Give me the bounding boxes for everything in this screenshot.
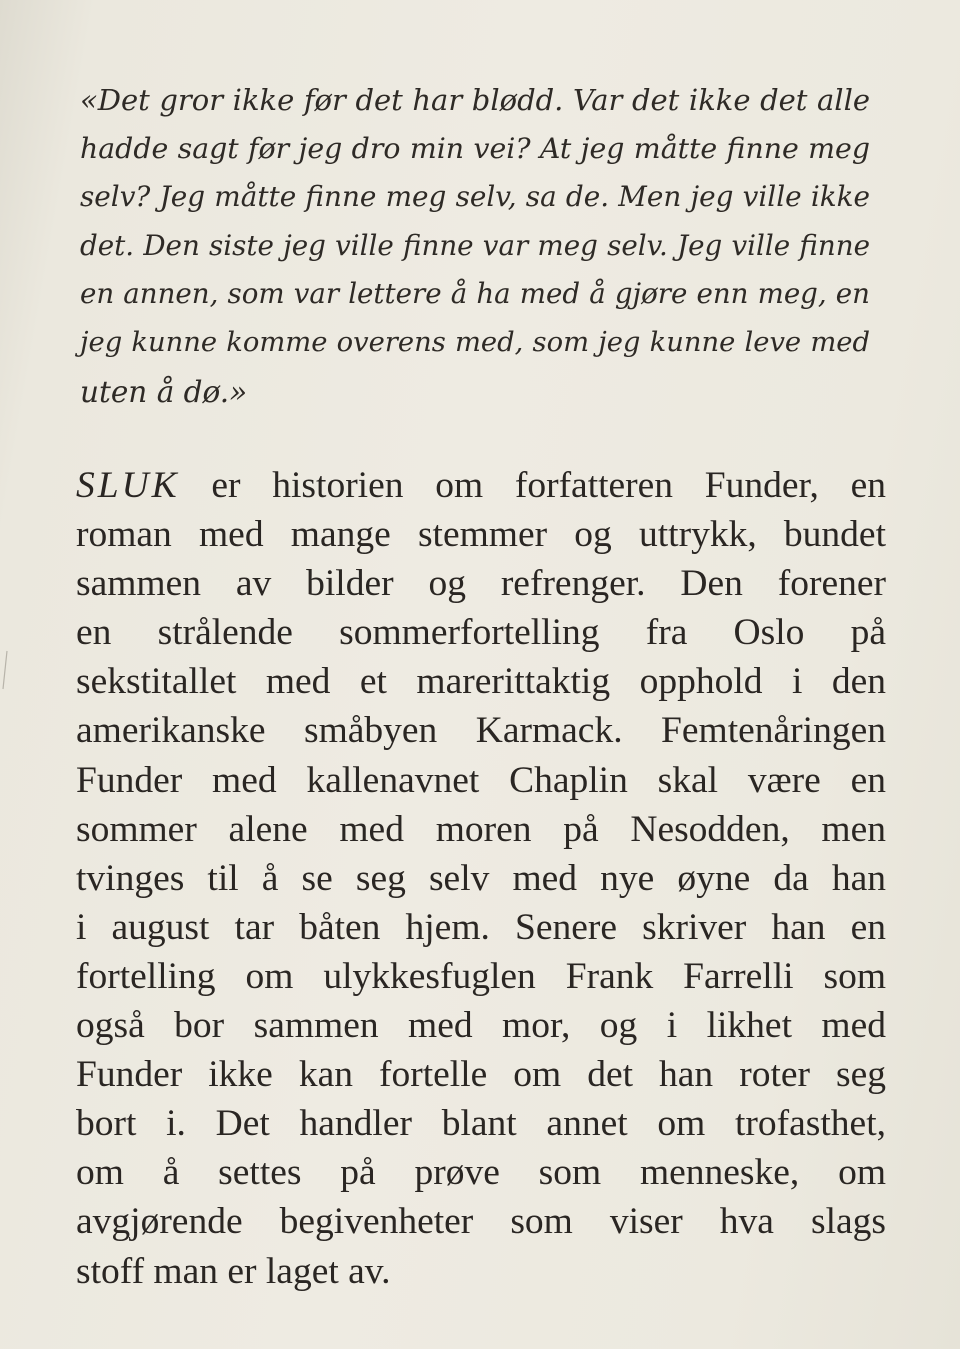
body-line: Funder med kallenavnet Chaplin skal være en — [76, 759, 886, 801]
quote-line: det. Den siste jeg ville finne var meg selv. Jeg ville finne — [80, 228, 870, 262]
book-title-word: SLUK — [76, 465, 180, 506]
body-line: sekstitallet med et marerittaktig opphold i den — [76, 661, 886, 703]
body-line: sammen av bilder og refrenger. Den forener — [76, 563, 886, 605]
quote-line: en annen, som var lettere å ha med å gjøre enn meg, en — [80, 277, 870, 311]
body-line: en strålende sommerfortelling fra Oslo på — [76, 612, 886, 654]
description-paragraph — [76, 461, 886, 1296]
pencil-mark — [2, 650, 8, 690]
quote-line: hadde sagt før jeg dro min vei? At jeg måtte finne meg — [80, 131, 870, 165]
body-line: sommer alene med moren på Nesodden, men — [76, 808, 886, 850]
body-line: i august tar båten hjem. Senere skriver han en — [76, 906, 886, 948]
body-line: roman med mange stemmer og uttrykk, bundet — [76, 514, 886, 556]
quote-line: «Det gror ikke før det har blødd. Var det ikke det alle — [80, 83, 870, 117]
quote-line: uten å dø.» — [80, 374, 248, 409]
body-line: bort i. Det handler blant annet om trofasthet, — [76, 1103, 886, 1145]
body-line: tvinges til å se seg selv med nye øyne da han — [76, 857, 886, 899]
body-line: stoff man er laget av. — [76, 1250, 391, 1292]
quote-line: selv? Jeg måtte finne meg selv, sa de. Men jeg ville ikke — [80, 180, 870, 214]
body-line: fortelling om ulykkesfuglen Frank Farrelli som — [76, 955, 886, 997]
quote-block — [80, 76, 870, 416]
body-line: Funder ikke kan fortelle om det han roter seg — [76, 1054, 886, 1096]
body-line-first — [76, 461, 886, 510]
body-line: om å settes på prøve som menneske, om — [76, 1152, 886, 1194]
body-line: også bor sammen med mor, og i likhet med — [76, 1005, 886, 1047]
body-line: amerikanske småbyen Karmack. Femtenåringen — [76, 710, 886, 752]
body-line-first-rest: er historien om forfatteren Funder, en — [179, 465, 886, 506]
quote-line: jeg kunne komme overens med, som jeg kunne leve med — [80, 326, 870, 358]
body-line: avgjørende begivenheter som viser hva slags — [76, 1201, 886, 1243]
